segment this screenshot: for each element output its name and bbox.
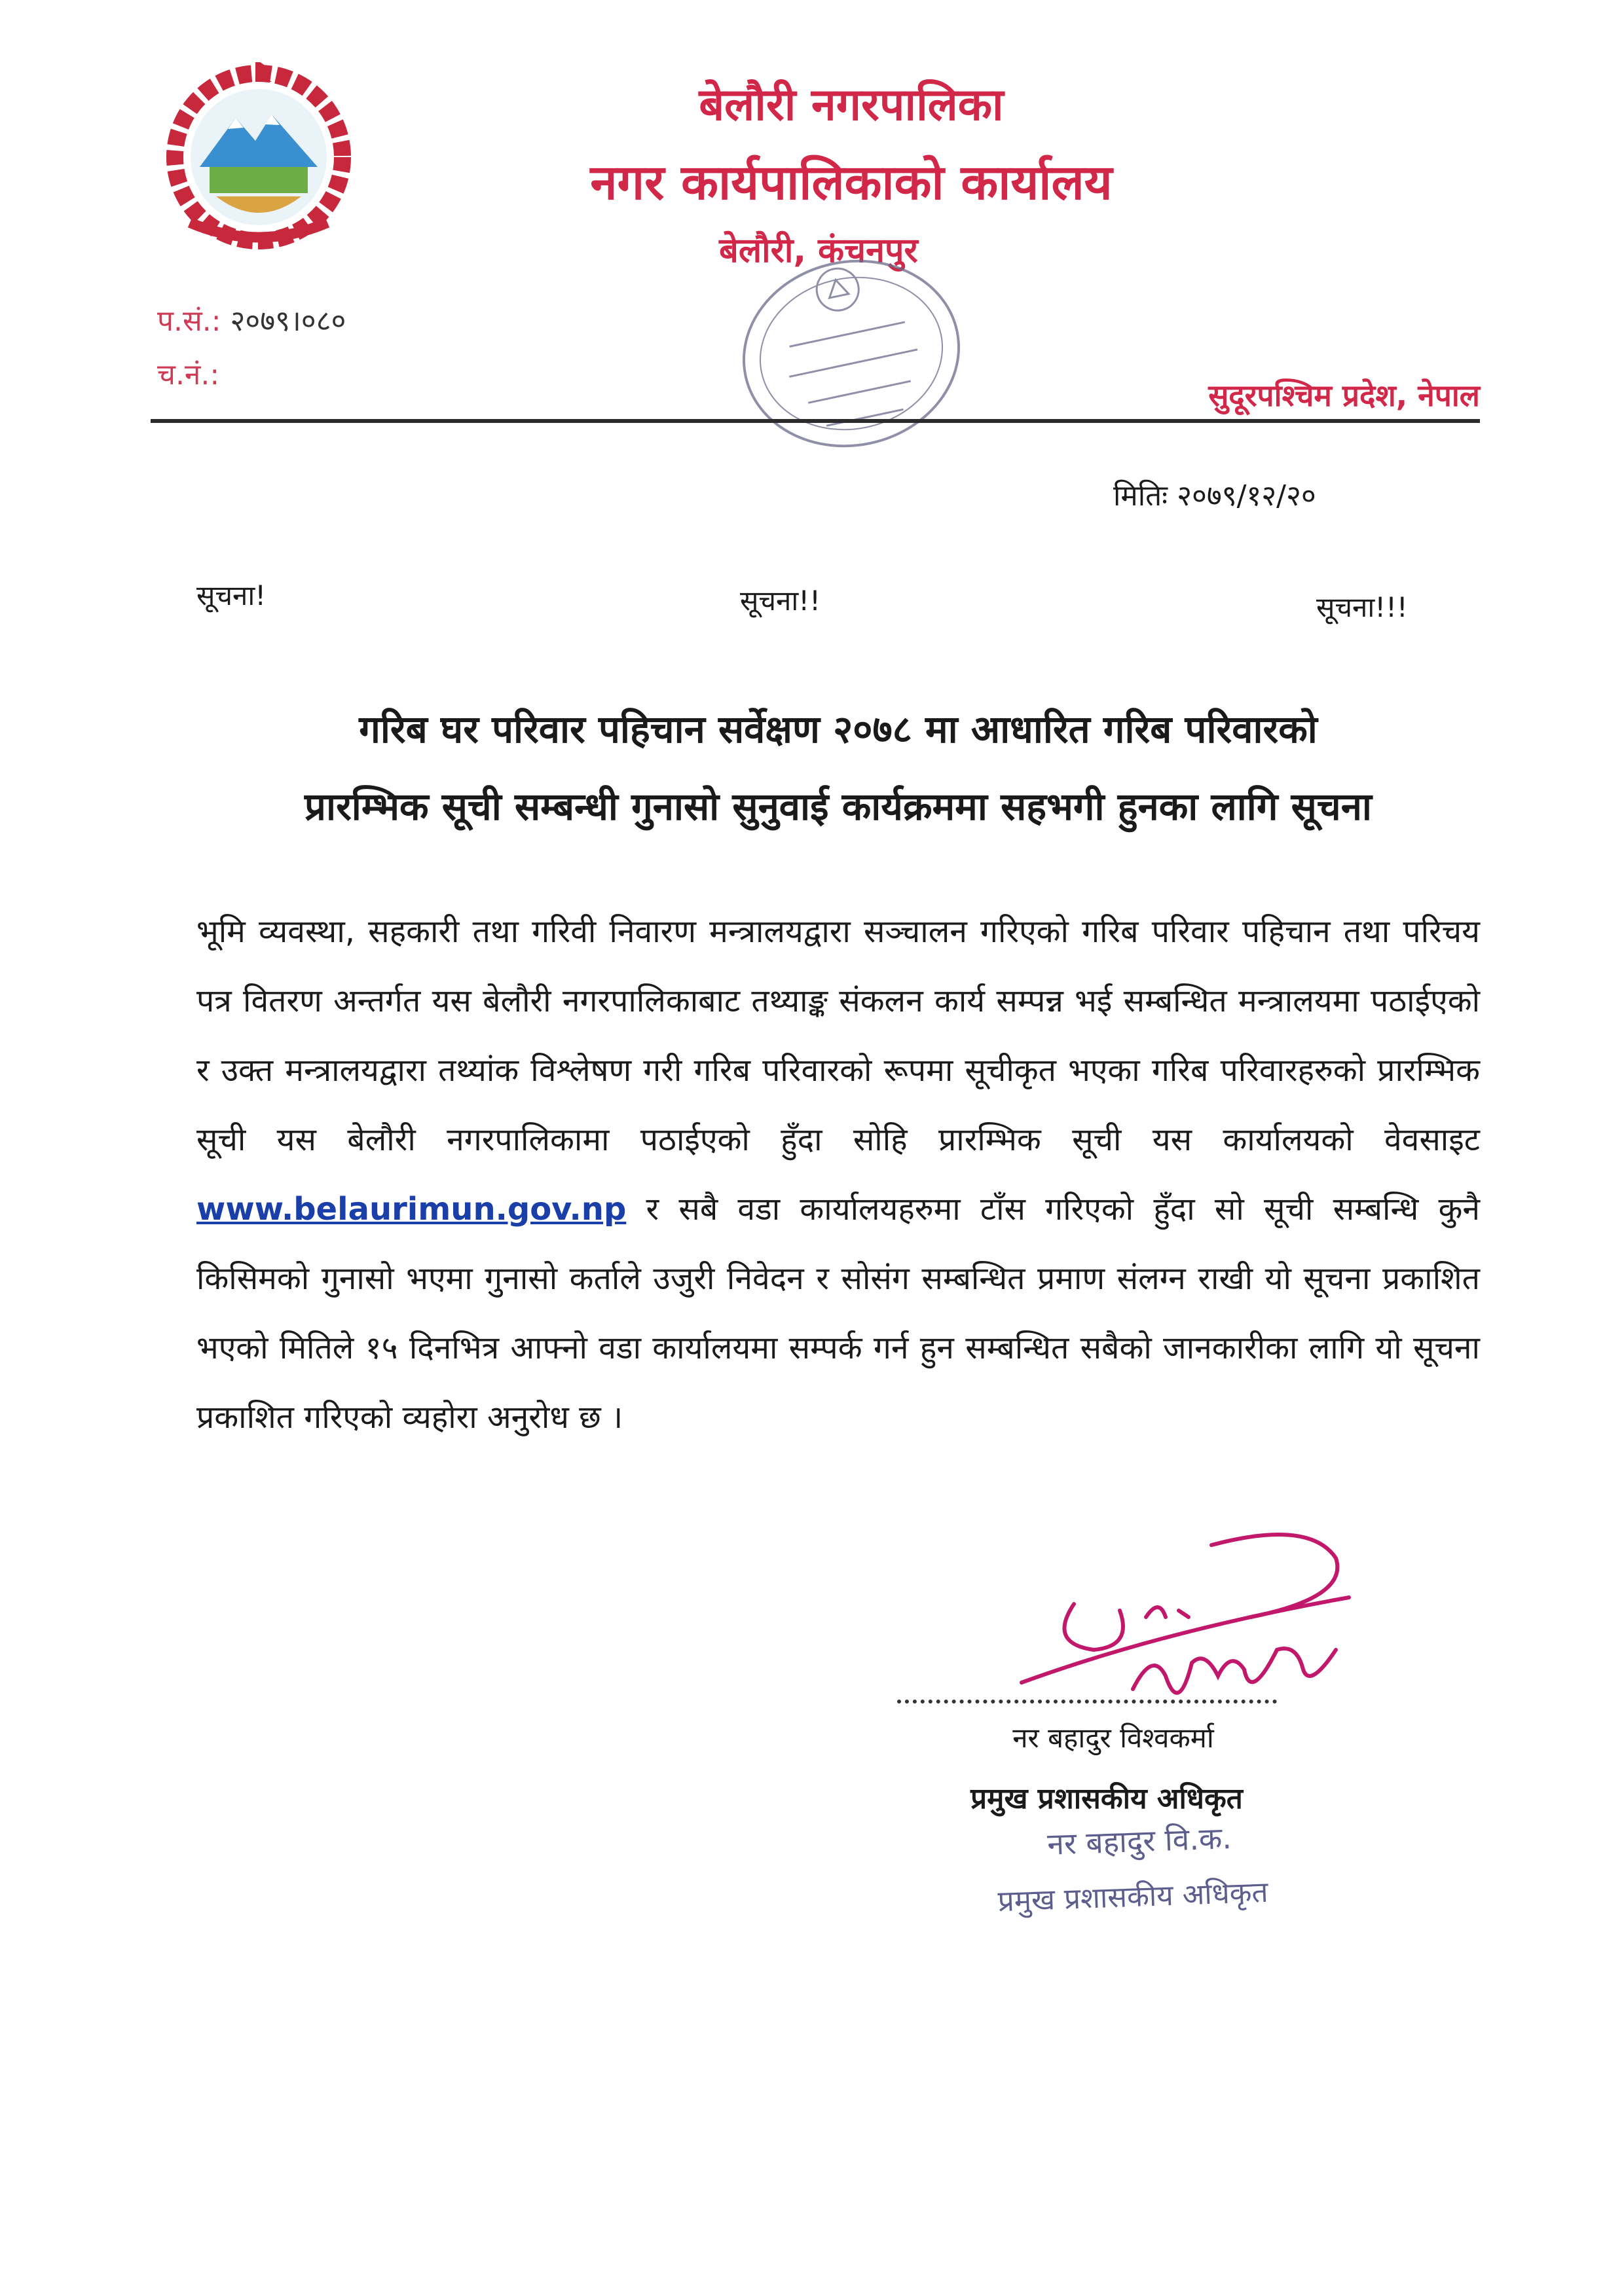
date-label: मितिः: [1113, 479, 1168, 513]
header-divider: [151, 419, 1480, 423]
reference-value: २०७९।०८०: [230, 304, 346, 338]
notice-subject: [196, 691, 1480, 845]
notice-word-3: सूचना!!!: [1316, 591, 1408, 623]
reference-number: [157, 300, 346, 339]
signer-title: प्रमुख प्रशासकीय अधिकृत: [970, 1782, 1243, 1815]
reference-label: प.सं.:: [157, 304, 221, 338]
signature-icon: [969, 1519, 1375, 1741]
body-part-2: र सबै वडा कार्यालयहरुमा टाँस गरिएको हुँदा सो सूची सम्बन्धि कुनै किसिमको गुनासो भएमा गुनासो कर्ताले उजुरी निवेदन र सोसंग सम्बन्धित प्रमाण संलग्न राखी यो सूचना प्रकाशित भएको मितिले १५ दिनभित्र आफ्नो वडा कार्यालयमा सम्पर्क गर्न हुन सम्बन्धित सबैको जानकारीका लागि यो सूचना प्रकाशित गरिएको व्यहोरा अनुरोध छ ।: [196, 1191, 1480, 1436]
date-value: २०७९/१२/२०: [1177, 479, 1316, 513]
notice-word-2: सूचना!!: [740, 585, 821, 617]
date-line: [1113, 475, 1428, 514]
stamp-title: प्रमुख प्रशासकीय अधिकृत: [997, 1875, 1269, 1919]
notice-body: [196, 897, 1480, 1452]
signature-line: [897, 1700, 1277, 1704]
nepal-emblem-icon: [151, 62, 367, 252]
notice-word-1: सूचना!: [196, 579, 267, 611]
province-name: सुदूरपश्चिम प्रदेश, नेपाल: [1208, 378, 1480, 413]
subject-line-2: प्रारम्भिक सूची सम्बन्धी गुनासो सुनुवाई कार्यक्रममा सहभगी हुनका लागि सूचना: [304, 784, 1372, 829]
office-location: बेलौरी, कंचनपुर: [719, 231, 918, 270]
subject-line-1: गरिब घर परिवार पहिचान सर्वेक्षण २०७८ मा आधारित गरिब परिवारको: [359, 707, 1318, 752]
signer-name: नर बहादुर विश्वकर्मा: [1012, 1722, 1214, 1754]
body-part-1: भूमि व्यवस्था, सहकारी तथा गरिवी निवारण मन्त्रालयद्वारा सञ्चालन गरिएको गरिब परिवार पहिचान तथा परिचय पत्र वितरण अन्तर्गत यस बेलौरी नगरपालिकाबाट तथ्याङ्क संकलन कार्य सम्पन्न भई सम्बन्धित मन्त्रालयमा पठाईएको र उक्त मन्त्रालयद्वारा तथ्यांक विश्लेषण गरी गरिब परिवारको रूपमा सूचीकृत भएका गरिब परिवारहरुको प्रारम्भिक सूची यस बेलौरी नगरपालिकामा पठाईएको हुँदा सोहि प्रारम्भिक सूची यस कार्यालयको वेवसाइट: [196, 913, 1480, 1158]
organization-name: बेलौरी नगरपालिका: [699, 79, 1004, 131]
municipality-seal-icon: [727, 242, 976, 465]
stamp-name: नर बहादुर वि.क.: [1046, 1820, 1232, 1862]
dispatch-number-label: च.नं.:: [157, 358, 220, 392]
office-name: नगर कार्यपालिकाको कार्यालय: [590, 155, 1113, 211]
website-link[interactable]: www.belaurimun.gov.np: [196, 1191, 627, 1228]
